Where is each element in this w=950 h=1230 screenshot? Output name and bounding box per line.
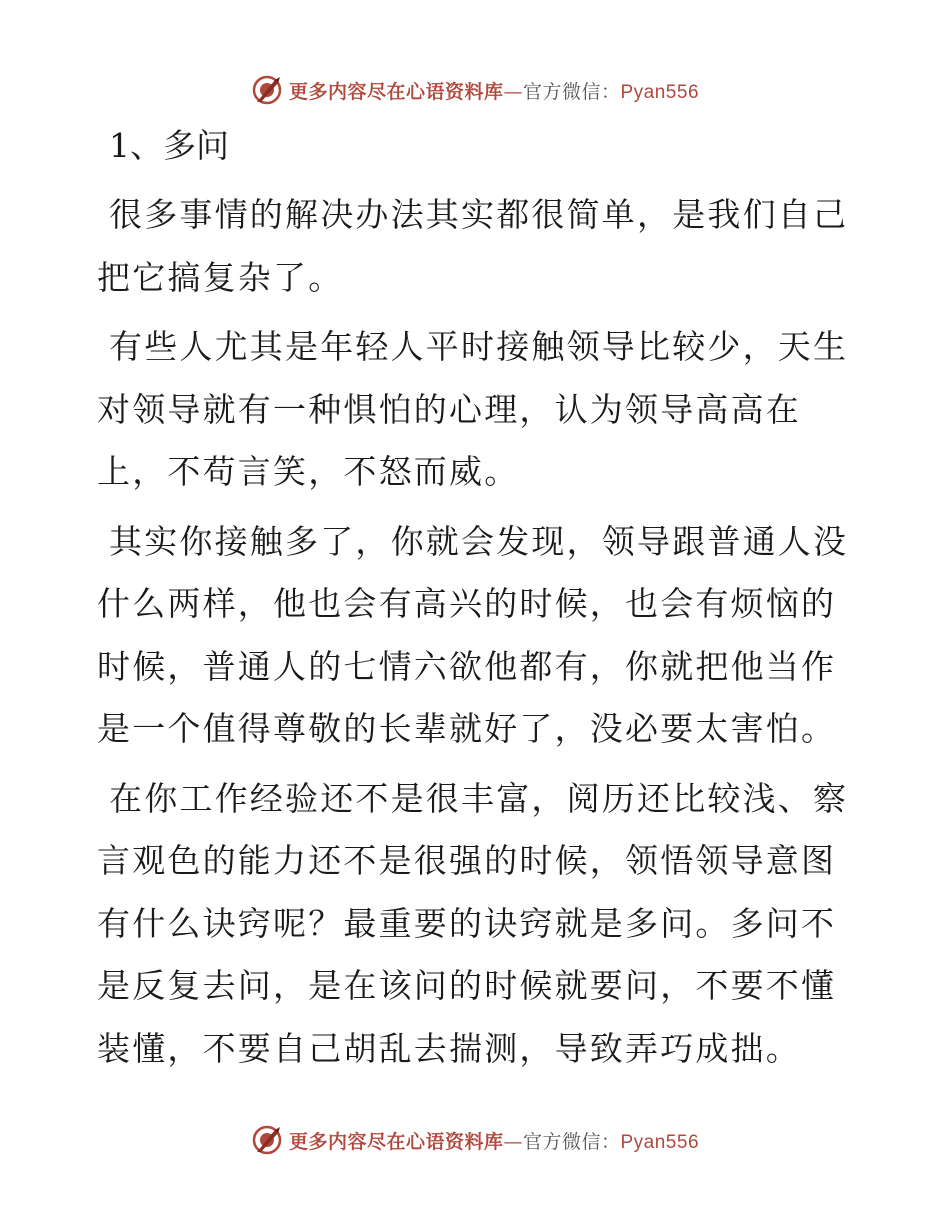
paragraph-2: 有些人尤其是年轻人平时接触领导比较少，天生对领导就有一种惧怕的心理，认为领导高高在上，不苟言笑，不怒而威。 xyxy=(97,327,849,491)
paragraph-1: 很多事情的解决办法其实都很简单，是我们自己把它搞复杂了。 xyxy=(97,195,849,297)
banner-main-text: 更多内容尽在心语资料库 xyxy=(288,80,504,103)
footer-banner xyxy=(0,1120,950,1160)
banner-wechat-label: 官方微信： xyxy=(522,80,621,103)
header-banner xyxy=(0,70,950,110)
paragraph-4: 在你工作经验还不是很丰富，阅历还比较浅、察言观色的能力还不是很强的时候，领悟领导意图有什么诀窍呢？最重要的诀窍就是多问。多问不是反复去问，是在该问的时候就要问，不要不懂装懂，不要自己胡乱去揣测，导致弄巧成拙。 xyxy=(97,778,849,1068)
quill-pen-logo-icon xyxy=(251,74,283,106)
banner-dash: — xyxy=(503,80,523,103)
paragraph-3: 其实你接触多了，你就会发现，领导跟普通人没什么两样，他也会有高兴的时候，也会有烦恼的时候，普通人的七情六欲他都有，你就把他当作是一个值得尊敬的长辈就好了，没必要太害怕。 xyxy=(97,521,849,748)
banner-main-text: 更多内容尽在心语资料库 xyxy=(288,1130,504,1153)
banner-wechat-label: 官方微信： xyxy=(522,1130,621,1153)
document-body xyxy=(97,115,857,1087)
header-banner-text xyxy=(289,77,699,104)
quill-pen-logo-icon xyxy=(251,1124,283,1156)
banner-wechat-handle: Pyan556 xyxy=(620,1131,700,1153)
banner-wechat-handle: Pyan556 xyxy=(620,81,700,103)
footer-banner-text xyxy=(289,1127,699,1154)
section-heading: 1、多问 xyxy=(109,126,229,165)
banner-dash: — xyxy=(503,1130,523,1153)
